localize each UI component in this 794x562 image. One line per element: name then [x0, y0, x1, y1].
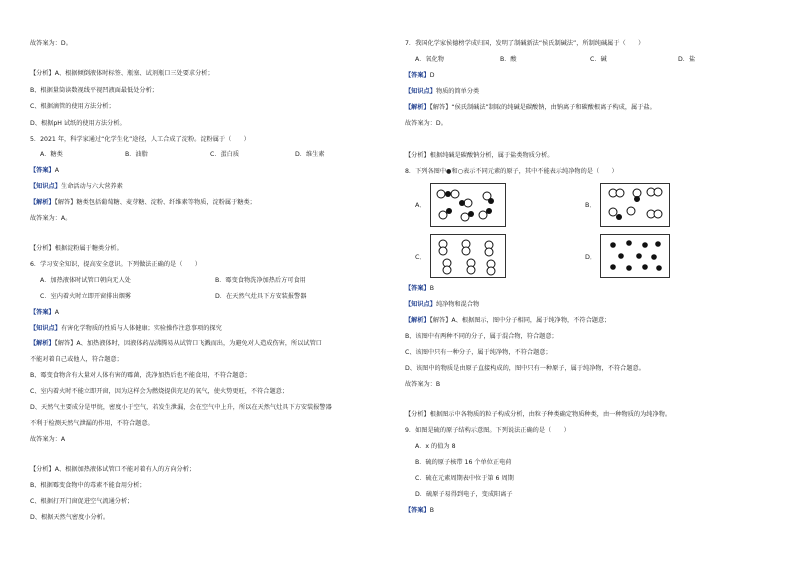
option-d: D．维生素 — [295, 151, 325, 158]
knowledge-tag: 【知识点】 — [30, 183, 61, 190]
answer-tag: 【答案】 — [30, 309, 55, 316]
diagram-c-label: C． — [415, 253, 426, 261]
diagram-b — [600, 183, 670, 227]
diagram-d — [600, 234, 670, 278]
right-column — [405, 0, 785, 562]
option-c: C．蛋白质 — [210, 151, 240, 158]
option-c: C．硫在元素周期表中位于第 6 周期 — [415, 475, 514, 482]
final-answer: 故答案为：B — [405, 381, 441, 388]
final-answer: 故答案为：A。 — [30, 215, 72, 222]
explanation-text: 【解答】“侯氏制碱法”制取的纯碱是碳酸钠，由钠离子和碳酸根离子构成，属于盐。 — [429, 104, 656, 111]
answer-value: A — [54, 167, 59, 174]
final-answer: 故答案为：A — [30, 436, 66, 443]
analysis-line: C、根据滴管的使用方法分析； — [30, 103, 115, 110]
question-7: 7．我国化学家侯德榜学成归国，发明了制碱新法“侯氏制碱法”，所制纯碱属于（ ） — [405, 40, 645, 47]
option-c: C．室内着火时立即开窗排出烟雾 — [40, 293, 131, 300]
diagram-a — [430, 183, 506, 227]
explanation-row — [405, 104, 656, 112]
knowledge-tag: 【知识点】 — [405, 301, 436, 308]
answer-line: 故答案为：D。 — [30, 40, 72, 47]
final-answer: 故答案为：D。 — [405, 120, 447, 127]
option-a: A．加热液体时试管口朝向无人处 — [40, 277, 131, 284]
question-8: 8．下列各图中●和○表示不同元素的原子，其中不能表示纯净物的是（ ） — [405, 168, 618, 175]
analysis-line: 【分析】根据淀粉属于糖类分析。 — [30, 245, 123, 252]
analysis-line: B、根据霉变食物中的毒素不能食用分析； — [30, 482, 146, 489]
answer-tag: 【答案】 — [30, 167, 55, 174]
explanation-tag: 【解析】 — [30, 340, 55, 347]
option-d: D．在天然气灶具下方安装报警器 — [215, 293, 307, 300]
knowledge-row — [405, 88, 479, 96]
analysis-line: 【分析】A、根据加热液体试管口不能对着有人的方向分析； — [30, 466, 196, 473]
explanation-line: B、该图中有两种不同的分子，属于混合物，符合题意； — [405, 333, 558, 340]
explanation-line: C、室内着火时不能立即开窗，因为这样会为燃烧提供充足的氧气，使火势更旺，不符合题意； — [30, 388, 289, 395]
answer-value: D — [429, 72, 435, 79]
explanation-tag: 【解析】 — [405, 104, 430, 111]
analysis-line: B、根据量筒读数视线平视凹液面最低处分析； — [30, 87, 158, 94]
option-c: C．碱 — [590, 56, 607, 63]
explanation-line: D、天然气主要成分是甲烷，密度小于空气，若发生泄漏，会在空气中上升，所以在天然气灶具下方安装报警器 — [30, 404, 332, 411]
knowledge-tag: 【知识点】 — [405, 88, 436, 95]
analysis-line: D、根据pH 试纸的使用方法分析。 — [30, 120, 126, 127]
option-d: D．盐 — [678, 56, 696, 63]
question-7-options — [415, 56, 695, 64]
explanation-row — [30, 199, 256, 207]
knowledge-text: 有害化学物质的性质与人体健康；实验操作注意事项的探究 — [60, 325, 222, 332]
diagram-c — [430, 234, 506, 278]
knowledge-text: 物质的简单分类 — [435, 88, 480, 95]
option-b: B．霉变食物洗净加热后方可食用 — [215, 277, 306, 284]
answer-tag: 【答案】 — [405, 285, 430, 292]
knowledge-row — [30, 325, 222, 333]
explanation-line: D、该图中的物质是由原子直接构成的，图中只有一种原子，属于纯净物，不符合题意。 — [405, 365, 645, 372]
diagram-a-label: A． — [415, 201, 426, 209]
question-5: 5．2021 年，科学家通过“化学生化”途径，人工合成了淀粉。淀粉属于（ ） — [30, 136, 250, 143]
option-b: B．油脂 — [125, 151, 148, 158]
explanation-line: 不利于检测天然气泄漏的作用，不符合题意。 — [30, 420, 154, 427]
answer-value: B — [429, 507, 434, 514]
analysis-line: C、根据打开门窗促进空气流通分析； — [30, 498, 134, 505]
explanation-tag: 【解析】 — [405, 317, 430, 324]
explanation-tag: 【解析】 — [30, 199, 55, 206]
molecule-diagram-d — [601, 235, 669, 277]
diagram-d-label: D． — [585, 253, 597, 261]
explanation-text: 【解答】糖类包括葡萄糖、麦芽糖、淀粉、纤维素等物质，淀粉属于糖类； — [54, 199, 256, 206]
option-a: A．糖类 — [40, 151, 63, 158]
answer-value: A — [54, 309, 59, 316]
answer-row — [30, 167, 59, 175]
knowledge-tag: 【知识点】 — [30, 325, 61, 332]
explanation-row — [405, 317, 610, 325]
option-b: B．酸 — [500, 56, 517, 63]
knowledge-row — [30, 183, 123, 191]
analysis-line: 【分析】A、根据倾倒液体时标签、瓶塞、试剂瓶口三处要求分析； — [30, 70, 214, 77]
knowledge-row — [405, 301, 479, 309]
analysis-line: 【分析】根据纯碱是碳酸钠分析，属于盐类物质分析。 — [405, 152, 554, 159]
analysis-line: D、根据天然气密度小分析。 — [30, 514, 110, 521]
answer-row — [405, 507, 434, 515]
question-5-options — [40, 151, 325, 159]
answer-row — [405, 285, 434, 293]
molecule-diagram-b — [601, 184, 669, 226]
question-6: 6．学习安全知识，提高安全意识。下列做法正确的是（ ） — [30, 261, 201, 268]
explanation-line: 不能对着自己或他人，符合题意； — [30, 356, 123, 363]
explanation-row — [30, 340, 322, 348]
answer-tag: 【答案】 — [405, 72, 430, 79]
knowledge-text: 纯净物和混合物 — [435, 301, 480, 308]
option-b: B．硫的原子核带 16 个单位正电荷 — [415, 459, 512, 466]
explanation-text: 【解答】A、加热液体时，因液体药品沸腾易从试管口飞溅而出，为避免对人造成伤害，所以试管口 — [54, 340, 322, 347]
left-column — [30, 0, 410, 562]
explanation-line: B、霉变食物含有大量对人体有害的霉菌，洗净加热后也不能食用，不符合题意； — [30, 372, 251, 379]
answer-row — [30, 309, 59, 317]
molecule-diagram-a — [431, 184, 505, 226]
answer-value: B — [429, 285, 434, 292]
analysis-line: 【分析】根据图示中各物质的粒子构成分析，由粒子种类确定物质种类，由一种物质的为纯净物。 — [405, 411, 672, 418]
answer-tag: 【答案】 — [405, 507, 430, 514]
explanation-text: 【解答】A、根据图示，图中分子相同，属于纯净物，不符合题意； — [429, 317, 611, 324]
molecule-diagram-c — [431, 235, 505, 277]
diagram-b-label: B． — [585, 201, 596, 209]
option-d: D．硫原子易得到电子，变成阳离子 — [415, 491, 513, 498]
explanation-line: C、该图中只有一种分子，属于纯净物，不符合题意； — [405, 349, 552, 356]
question-9: 9．如图是硫的原子结构示意图。下列说法正确的是（ ） — [405, 427, 570, 434]
knowledge-text: 生命活动与六大营养素 — [60, 183, 123, 190]
answer-row — [405, 72, 435, 80]
option-a: A．氧化物 — [415, 56, 444, 63]
option-a: A．x 的值为 8 — [415, 443, 456, 450]
